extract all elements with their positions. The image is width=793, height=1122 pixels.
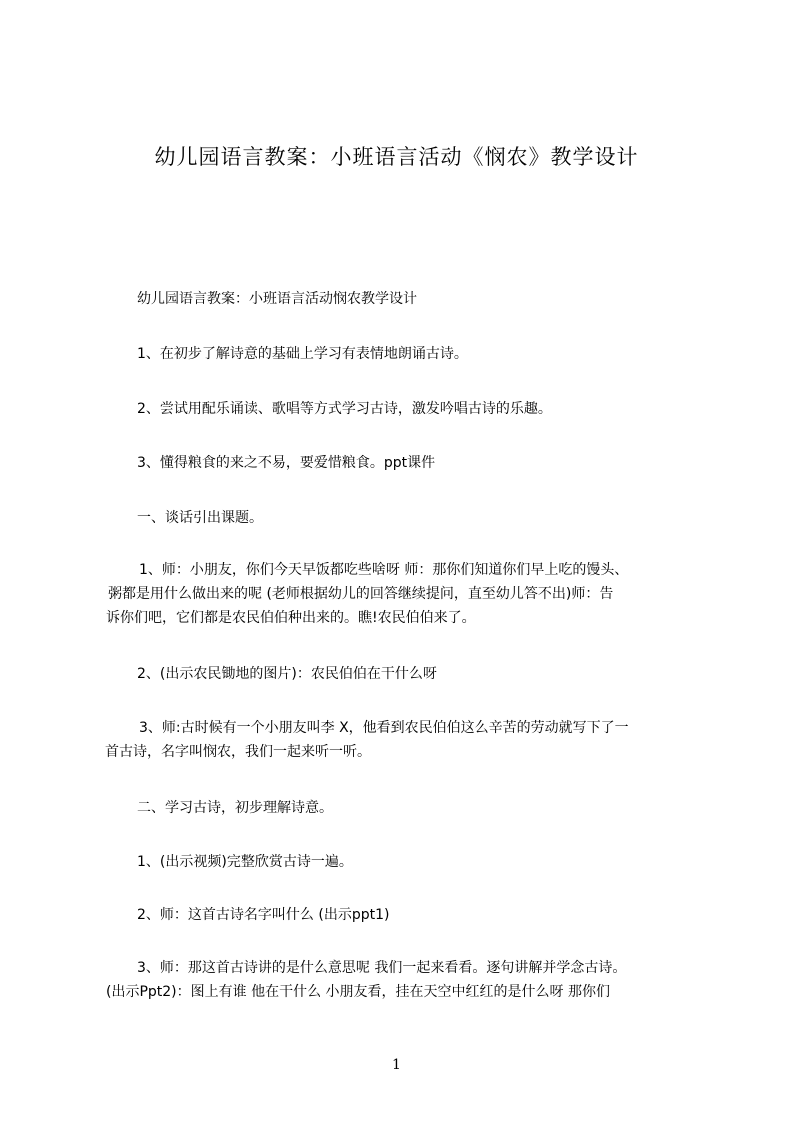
page-number: 1: [392, 1057, 401, 1073]
paragraph-line: 诉你们吧，它们都是农民伯伯种出来的。瞧!农民伯伯来了。: [106, 610, 476, 626]
paragraph-line: (出示Ppt2)：图上有谁 他在干什么 小朋友看，挂在天空中红红的是什么呀 那你们: [106, 984, 610, 1000]
section-heading-1: 一、谈话引出课题。: [137, 510, 263, 526]
paragraph-step-1-1: [106, 558, 628, 630]
paragraph-step-1-3: [105, 716, 629, 764]
paragraph-step-1-2: 2、(出示农民锄地的图片)：农民伯伯在干什么呀: [137, 666, 437, 682]
paragraph-line: 首古诗，名字叫悯农，我们一起来听一听。: [105, 744, 371, 760]
paragraph-line: 粥都是用什么做出来的呢 (老师根据幼儿的回答继续提问，直至幼儿答不出)师：告: [108, 586, 614, 602]
document-title: 幼儿园语言教案：小班语言活动《悯农》教学设计: [154, 145, 639, 169]
paragraph-goal-3: 3、懂得粮食的来之不易，要爱惜粮食。ppt课件: [137, 455, 436, 471]
paragraph-line: 3、师：那这首古诗讲的是什么意思呢 我们一起来看看。逐句讲解并学念古诗。: [137, 960, 627, 976]
paragraph-step-2-3: [106, 956, 698, 1004]
paragraph-subtitle: 幼儿园语言教案：小班语言活动悯农教学设计: [137, 291, 417, 307]
paragraph-goal-2: 2、尝试用配乐诵读、歌唱等方式学习古诗，激发吟唱古诗的乐趣。: [137, 401, 552, 417]
paragraph-step-2-2: 2、师：这首古诗名字叫什么 (出示ppt1): [137, 907, 390, 923]
paragraph-line: 3、师:古时候有一个小朋友叫李 X，他看到农民伯伯这么辛苦的劳动就写下了一: [139, 720, 629, 736]
paragraph-line: 1、师：小朋友，你们今天早饭都吃些啥呀 师：那你们知道你们早上吃的馒头、: [139, 562, 629, 578]
paragraph-goal-1: 1、在初步了解诗意的基础上学习有表情地朗诵古诗。: [137, 346, 468, 362]
section-heading-2: 二、学习古诗，初步理解诗意。: [137, 800, 333, 816]
paragraph-step-2-1: 1、(出示视频)完整欣赏古诗一遍。: [137, 854, 353, 870]
